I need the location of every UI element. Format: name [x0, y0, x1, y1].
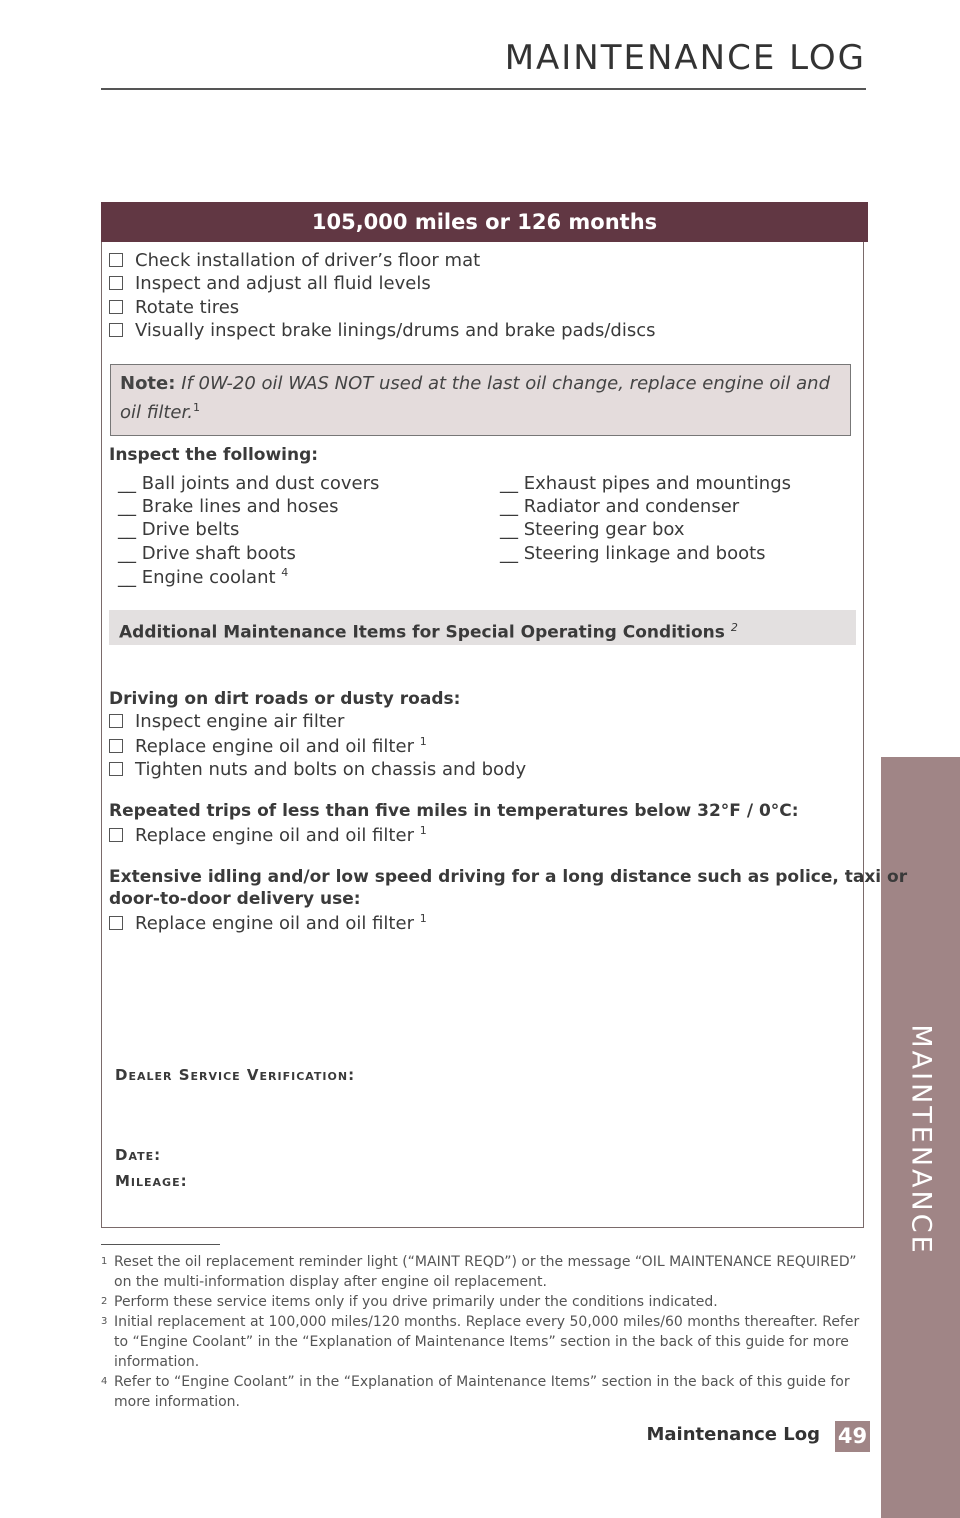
checkbox[interactable]: [109, 323, 123, 337]
checkbox[interactable]: [109, 916, 123, 930]
condition-heading: Repeated trips of less than five miles in temperatures below 32°F / 0°C:: [109, 801, 799, 821]
checkbox[interactable]: [109, 762, 123, 776]
footnote-rule: [101, 1244, 220, 1245]
note-text: If 0W-20 oil WAS NOT used at the last oil change, replace engine oil and oil filter.: [120, 373, 831, 423]
inspect-item: __ Steering gear box: [500, 519, 685, 540]
inspect-item: __ Ball joints and dust covers: [118, 473, 380, 494]
page-number: 49: [835, 1421, 870, 1452]
footnote: 1 Reset the oil replacement reminder light (“MAINT REQD”) or the message “OIL MAINTENANCE REQUIRED” on the multi-information display after engine oil replacement.: [101, 1254, 857, 1290]
checkbox[interactable]: [109, 300, 123, 314]
condition-heading: Extensive idling and/or low speed driving for a long distance such as police, taxi or: [109, 867, 908, 887]
additional-heading: Additional Maintenance Items for Special Operating Conditions $^2$: [109, 610, 856, 645]
condition-item: Replace engine oil and oil filter $^1$: [109, 735, 427, 757]
inspect-item: __ Brake lines and hoses: [118, 496, 339, 517]
checkbox[interactable]: [109, 828, 123, 842]
checkbox[interactable]: [109, 276, 123, 290]
condition-item: Inspect engine air filter: [109, 711, 344, 732]
note-label: Note:: [120, 373, 176, 394]
checklist-item: Inspect and adjust all fluid levels: [109, 273, 431, 294]
inspect-sup: 4: [281, 566, 289, 579]
inspect-item: __ Drive belts: [118, 519, 240, 540]
title-rule: [101, 88, 866, 90]
condition-item: Replace engine oil and oil filter $^1$: [109, 912, 427, 934]
inspect-item: __ Drive shaft boots: [118, 543, 296, 564]
service-heading: 105,000 miles or 126 months: [101, 202, 868, 242]
checkbox[interactable]: [109, 714, 123, 728]
inspect-item: __ Engine coolant $^4$: [118, 566, 289, 588]
checklist-item: Rotate tires: [109, 297, 239, 318]
checklist-item: Check installation of driver’s floor mat: [109, 250, 480, 271]
note-sup: 1: [192, 401, 200, 414]
mileage-label: Mileage:: [115, 1172, 188, 1190]
condition-heading: Driving on dirt roads or dusty roads:: [109, 689, 461, 709]
footnote: 2 Perform these service items only if you drive primarily under the conditions indicated.: [101, 1294, 718, 1310]
page-title: MAINTENANCE LOG: [504, 38, 866, 78]
condition-item: Replace engine oil and oil filter $^1$: [109, 824, 427, 846]
inspect-item: __ Steering linkage and boots: [500, 543, 766, 564]
inspect-item: __ Exhaust pipes and mountings: [500, 473, 791, 494]
footer-label: Maintenance Log: [646, 1424, 820, 1445]
footnote: 3 Initial replacement at 100,000 miles/120 months. Replace every 50,000 miles/60 months thereafter. Refer to “Engine Coolant” in the “Explanation of Maintenance Items” section in the back of this guide for more information.: [101, 1314, 860, 1370]
checkbox[interactable]: [109, 739, 123, 753]
note-box: [110, 364, 851, 436]
checklist-item: Visually inspect brake linings/drums and brake pads/discs: [109, 320, 656, 341]
side-tab-label: MAINTENANCE: [905, 1024, 937, 1256]
inspect-item: __ Radiator and condenser: [500, 496, 740, 517]
condition-heading: door-to-door delivery use:: [109, 889, 361, 909]
inspect-heading: Inspect the following:: [109, 445, 319, 465]
checkbox[interactable]: [109, 253, 123, 267]
dealer-verification-label: Dealer Service Verification:: [115, 1066, 356, 1084]
footnote: 4 Refer to “Engine Coolant” in the “Explanation of Maintenance Items” section in the back of this guide for more information.: [101, 1374, 850, 1410]
date-label: Date:: [115, 1146, 162, 1164]
condition-item: Tighten nuts and bolts on chassis and body: [109, 759, 526, 780]
